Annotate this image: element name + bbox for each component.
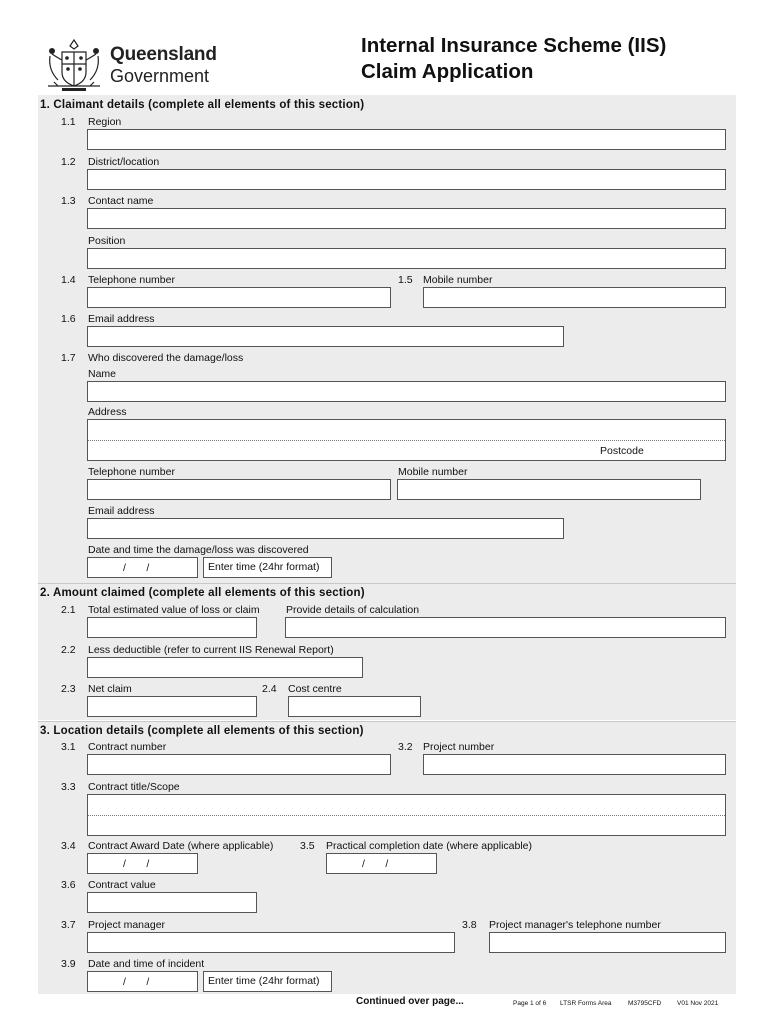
- field-number: 3.8: [462, 919, 477, 931]
- district-input[interactable]: [87, 169, 726, 190]
- org-name-line1: Queensland: [110, 44, 217, 65]
- cost-centre-input[interactable]: [288, 696, 421, 717]
- calculation-input[interactable]: [285, 617, 726, 638]
- project-number-input[interactable]: [423, 754, 726, 775]
- contract-title-input[interactable]: [87, 794, 726, 836]
- form-area: LTSR Forms Area: [560, 1000, 612, 1007]
- field-number: 3.2: [398, 741, 413, 753]
- discoverer-telephone-input[interactable]: [87, 479, 391, 500]
- discoverer-email-input[interactable]: [87, 518, 564, 539]
- field-number: 3.9: [61, 958, 76, 970]
- contract-title-label: Contract title/Scope: [88, 781, 180, 793]
- pm-telephone-label: Project manager's telephone number: [489, 919, 661, 931]
- discoverer-name-input[interactable]: [87, 381, 726, 402]
- field-number: 1.5: [398, 274, 413, 286]
- mobile-input[interactable]: [423, 287, 726, 308]
- total-value-input[interactable]: [87, 617, 257, 638]
- field-number: 2.3: [61, 683, 76, 695]
- section2-heading: 2. Amount claimed (complete all elements of this section): [40, 587, 365, 599]
- date-format-hint: / /: [123, 858, 150, 870]
- discovered-time-input[interactable]: Enter time (24hr format): [203, 557, 332, 578]
- field-number: 3.5: [300, 840, 315, 852]
- contact-name-label: Contact name: [88, 195, 154, 207]
- email-input[interactable]: [87, 326, 564, 347]
- field-number: 1.3: [61, 195, 76, 207]
- qld-crest-logo: [44, 36, 104, 92]
- form-title-line1: Internal Insurance Scheme (IIS): [361, 34, 667, 57]
- net-claim-label: Net claim: [88, 683, 132, 695]
- discoverer-mobile-label: Mobile number: [398, 466, 468, 478]
- project-manager-label: Project manager: [88, 919, 166, 931]
- telephone-label: Telephone number: [88, 274, 175, 286]
- cost-centre-label: Cost centre: [288, 683, 342, 695]
- pm-telephone-input[interactable]: [489, 932, 726, 953]
- field-number: 1.4: [61, 274, 76, 286]
- field-number: 1.1: [61, 116, 76, 128]
- section1-heading: 1. Claimant details (complete all elements of this section): [40, 99, 365, 111]
- field-number: 2.1: [61, 604, 76, 616]
- contract-value-label: Contract value: [88, 879, 156, 891]
- net-claim-input[interactable]: [87, 696, 257, 717]
- field-number: 3.1: [61, 741, 76, 753]
- field-number: 2.2: [61, 644, 76, 656]
- incident-datetime-label: Date and time of incident: [88, 958, 205, 970]
- calculation-label: Provide details of calculation: [286, 604, 420, 616]
- mobile-label: Mobile number: [423, 274, 493, 286]
- postcode-label: Postcode: [600, 445, 644, 457]
- project-number-label: Project number: [423, 741, 495, 753]
- deductible-input[interactable]: [87, 657, 363, 678]
- continued-note: Continued over page...: [356, 996, 464, 1007]
- completion-date-label: Practical completion date (where applicable): [326, 840, 533, 852]
- org-name-line2: Government: [110, 66, 210, 86]
- date-format-hint: / /: [362, 858, 389, 870]
- position-label: Position: [88, 235, 126, 247]
- contract-number-input[interactable]: [87, 754, 391, 775]
- discovered-datetime-label: Date and time the damage/loss was discovered: [88, 544, 309, 556]
- form-code: M3795CFD: [628, 1000, 662, 1007]
- date-format-hint: / /: [123, 562, 150, 574]
- contract-number-label: Contract number: [88, 741, 167, 753]
- total-value-label: Total estimated value of loss or claim: [88, 604, 260, 616]
- form-version: V01 Nov 2021: [677, 1000, 719, 1007]
- date-format-hint: / /: [123, 976, 150, 988]
- field-number: 2.4: [262, 683, 277, 695]
- field-number: 1.7: [61, 352, 76, 364]
- email-label: Email address: [88, 313, 155, 325]
- deductible-label: Less deductible (refer to current IIS Renewal Report): [88, 644, 334, 656]
- region-label: Region: [88, 116, 122, 128]
- field-number: 3.4: [61, 840, 76, 852]
- form-title-line2: Claim Application: [361, 60, 534, 83]
- section3-heading: 3. Location details (complete all elements of this section): [40, 725, 364, 737]
- field-number: 1.6: [61, 313, 76, 325]
- telephone-input[interactable]: [87, 287, 391, 308]
- position-input[interactable]: [87, 248, 726, 269]
- field-number: 3.3: [61, 781, 76, 793]
- discoverer-mobile-input[interactable]: [397, 479, 701, 500]
- discoverer-email-label: Email address: [88, 505, 155, 517]
- contract-value-input[interactable]: [87, 892, 257, 913]
- discoverer-label: Who discovered the damage/loss: [88, 352, 244, 364]
- field-number: 3.7: [61, 919, 76, 931]
- incident-time-input[interactable]: Enter time (24hr format): [203, 971, 332, 992]
- discoverer-name-label: Name: [88, 368, 117, 380]
- award-date-label: Contract Award Date (where applicable): [88, 840, 274, 852]
- field-number: 1.2: [61, 156, 76, 168]
- project-manager-input[interactable]: [87, 932, 455, 953]
- contact-name-input[interactable]: [87, 208, 726, 229]
- field-number: 3.6: [61, 879, 76, 891]
- page-number: Page 1 of 6: [513, 1000, 547, 1007]
- address-label: Address: [88, 406, 127, 418]
- district-label: District/location: [88, 156, 160, 168]
- discoverer-telephone-label: Telephone number: [88, 466, 175, 478]
- region-input[interactable]: [87, 129, 726, 150]
